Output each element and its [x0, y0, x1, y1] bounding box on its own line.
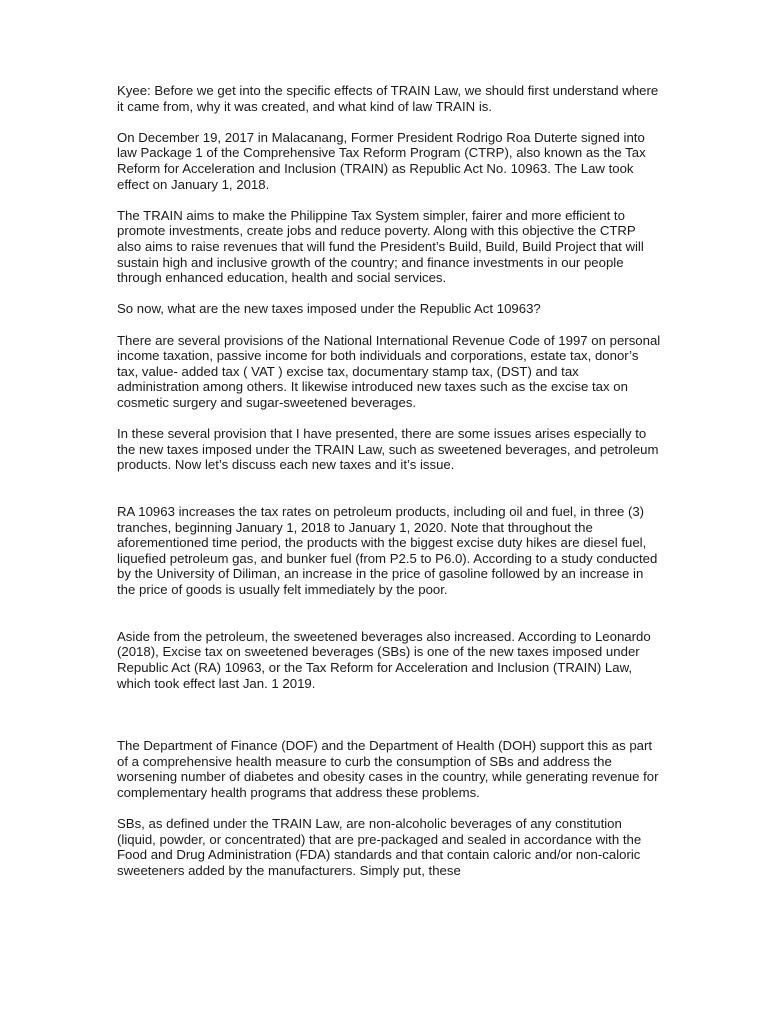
- paragraph-intro: Kyee: Before we get into the specific effects of TRAIN Law, we should first understand where it came from, why it was created, and what kind of law TRAIN is.: [117, 83, 659, 114]
- paragraph-history: On December 19, 2017 in Malacanang, Former President Rodrigo Roa Duterte signed into law Package 1 of the Comprehensive Tax Reform Program (CTRP), also known as the Tax Reform for Acceleration and Inclusion (TRAIN) as Republic Act No. 10963. The Law took effect on January 1, 2018.: [117, 129, 646, 192]
- paragraph-question: So now, what are the new taxes imposed under the Republic Act 10963?: [117, 301, 541, 317]
- paragraph-dof-doh: The Department of Finance (DOF) and the Department of Health (DOH) support this as part of a comprehensive health measure to curb the consumption of SBs and address the worsening number of diabetes and obesity cases in the country, while generating revenue for complementary health programs that address these problems.: [117, 737, 659, 800]
- paragraph-issues: In these several provision that I have presented, there are some issues arises especially to the new taxes imposed under the TRAIN Law, such as sweetened beverages, and petroleum products. Now let’s discuss each new taxes and it’s issue.: [117, 426, 659, 473]
- paragraph-petroleum: RA 10963 increases the tax rates on petroleum products, including oil and fuel, in three (3) tranches, beginning January 1, 2018 to January 1, 2020. Note that throughout the aforementioned time period, the products with the biggest excise duty hikes are diesel fuel, liquefied petroleum gas, and bunker fuel (from P2.5 to P6.0). According to a study conducted by the University of Diliman, an increase in the price of gasoline followed by an increase in the price of goods is usually felt immediately by the poor.: [117, 504, 658, 597]
- paragraph-sweetened-beverages: Aside from the petroleum, the sweetened beverages also increased. According to Leonardo (2018), Excise tax on sweetened beverages (SBs) is one of the new taxes imposed under Republic Act (RA) 10963, or the Tax Reform for Acceleration and Inclusion (TRAIN) Law, which took effect last Jan. 1 2019.: [117, 628, 651, 691]
- document-body: [117, 83, 662, 878]
- paragraph-provisions: There are several provisions of the National International Revenue Code of 1997 on personal income taxation, passive income for both individuals and corporations, estate tax, donor’s tax, value- added tax ( VAT ) excise tax, documentary stamp tax, (DST) and tax administration among others. It likewise introduced new taxes such as the excise tax on cosmetic surgery and sugar-sweetened beverages.: [117, 332, 661, 410]
- paragraph-aims: The TRAIN aims to make the Philippine Tax System simpler, fairer and more efficient to promote investments, create jobs and reduce poverty. Along with this objective the CTRP also aims to raise revenues that will fund the President’s Build, Build, Build Project that will sustain high and inclusive growth of the country; and finance investments in our people through enhanced education, health and social services.: [117, 207, 644, 286]
- paragraph-sb-definition: SBs, as defined under the TRAIN Law, are non-alcoholic beverages of any constitution (liquid, powder, or concentrated) that are pre-packaged and sealed in accordance with the Food and Drug Administration (FDA) standards and that contain caloric and/or non-caloric sweeteners added by the manufacturers. Simply put, these: [117, 815, 642, 878]
